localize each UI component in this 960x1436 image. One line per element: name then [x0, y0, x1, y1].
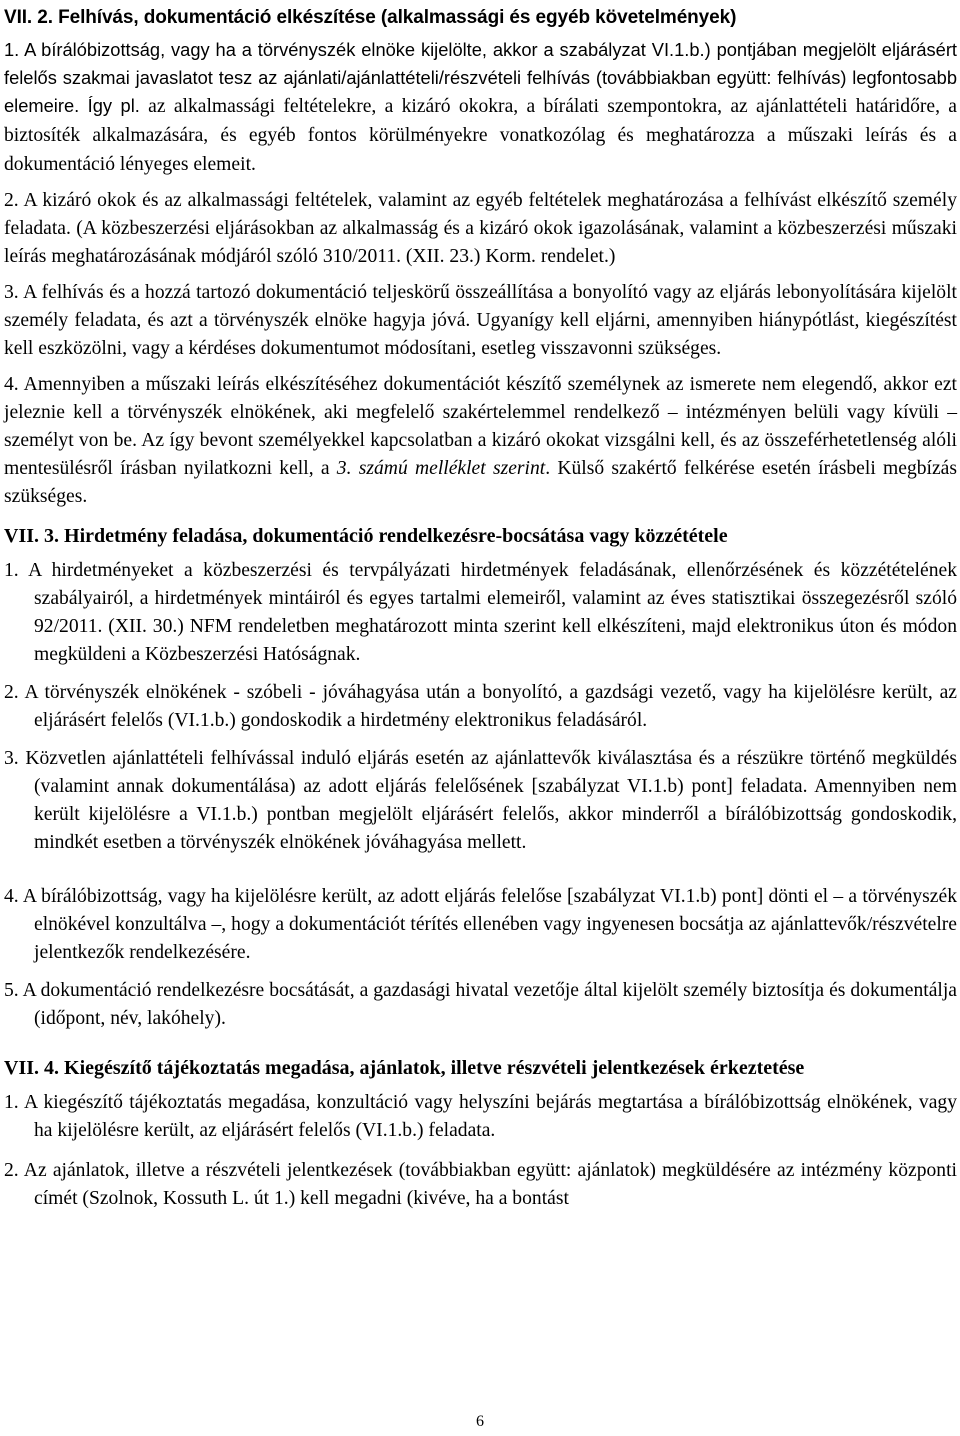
paragraph-vii-2-3: 3. A felhívás és a hozzá tartozó dokumentáció teljeskörű összeállítása a bonyolító vagy az eljárás lebonyolítására kijelölt személy feladata, és azt a törvényszék elnöke hagyja jóvá. Ugyanígy kell eljárni, amennyiben hiánypótlást, kiegészítést kell eszközölni, vagy a kérdéses dokumentumot módosítani, esetleg visszavonni szükséges. — [4, 282, 957, 359]
section-heading-vii-3: VII. 3. Hirdetmény feladása, dokumentáció rendelkezésre-bocsátása vagy közzététele — [4, 525, 728, 547]
list-item-vii-3-5: 5. A dokumentáció rendelkezésre bocsátását, a gazdasági hivatal vezetője által kijelölt személy biztosítja és dokumentálja (időpont, név, lakóhely). — [4, 980, 957, 1029]
paragraph-vii-2-4 — [4, 371, 957, 511]
list-item-vii-3-2: 2. A törvényszék elnökének - szóbeli - jóváhagyása után a bonyolító, a gazdsági vezető, vagy ha kijelölésre került, az eljárásért felelős (VI.1.b.) gondoskodik a hirdetmény elektronikus feladásáról. — [4, 682, 957, 731]
paragraph-text: 1. A bírálóbizottság, vagy ha a törvényszék elnöke kijelölte, akkor a szabályzat VI.1.b.) pontjában megjelölt eljárásért felelős szakmai javaslatot tesz az ajánlati/ajánlattételi/részvételi felhívás (továbbiakban együtt: felhívás) legfontosabb elemeire. Így pl. — [4, 39, 957, 116]
list-item-vii-4-2: 2. Az ajánlatok, illetve a részvételi jelentkezések (továbbiakban együtt: ajánlatok) megküldésére az intézmény központi címét (Szolnok, Kossuth L. út 1.) kell megadni (kivéve, ha a bontást — [4, 1160, 957, 1209]
paragraph-text: . Külső szakértő felkérése esetén írásbeli megbízás szükséges. — [4, 458, 958, 507]
paragraph-text: 2. A kizáró okok és az alkalmassági feltételek, valamint az egyéb feltételek meghatározása a felhívást elkészítő személy feladata. — [4, 190, 957, 239]
annex-reference: 3. számú melléklet szerint — [336, 458, 546, 479]
paragraph-text: (A közbeszerzési eljárásokban az alkalmasság és a kizáró okok igazolásának, valamint a közbeszerzési műszaki leírás meghatározásának módjáról szóló 310/2011. (XII. 23.) Korm. rendelet.) — [4, 218, 957, 267]
list-item-vii-4-1: 1. A kiegészítő tájékoztatás megadása, konzultáció vagy helyszíni bejárás megtartása a bírálóbizottság elnökének, vagy ha kijelölésre került, az eljárásért felelős (VI.1.b.) feladata. — [4, 1092, 957, 1141]
list-item-vii-3-4: 4. A bírálóbizottság, vagy ha kijelölésre került, az adott eljárás felelőse [szabályzat VI.1.b) pont] dönti el – a törvényszék elnökével konzultálva –, hogy a dokumentációt térítés ellenében vagy ingyenesen bocsátja az ajánlattevők/részvételre jelentkezők rendelkezésére. — [4, 886, 957, 963]
paragraph-text: 4. Amennyiben a műszaki leírás elkészítéséhez dokumentációt készítő személynek az ismerete nem elegendő, akkor ezt jeleznie kell a törvényszék elnökének, aki megfelelő szakértelemmel rendelkező – intézményen belüli vagy kívüli – személyt von be. Az így bevont személyekkel kapcsolatban a kizáró okokat vizsgálni kell, és az összeférhetetlenség alóli mentesülésről írásban nyilatkozni kell, a — [4, 374, 957, 479]
paragraph-text: az alkalmassági feltételekre, a kizáró okokra, a bírálati szempontokra, az ajánlattételi határidőre, a biztosíték alkalmazására, és egyéb fontos körülményekre vonatkozólag és meghatározza a műszaki leírás és a dokumentáció lényeges elemeit. — [4, 96, 958, 175]
section-heading-vii-2: VII. 2. Felhívás, dokumentáció elkészítése (alkalmassági és egyéb követelmények) — [4, 7, 737, 28]
section-heading-vii-4: VII. 4. Kiegészítő tájékoztatás megadása, ajánlatok, illetve részvételi jelentkezések érkeztetése — [4, 1057, 805, 1079]
list-item-vii-3-1: 1. A hirdetményeket a közbeszerzési és tervpályázati hirdetmények feladásának, ellenőrzésének és közzétételének szabályairól, a hirdetmények mintáiról és egyes tartalmi elemeiről, valamint az éves statisztikai összegezésről szóló 92/2011. (XII. 30.) NFM rendeletben meghatározott minta szerint kell elkészíteni, majd elektronikus úton és módon megküldeni a Közbeszerzési Hatóságnak. — [4, 560, 957, 665]
page-number: 6 — [476, 1413, 484, 1430]
list-item-vii-3-3: 3. Közvetlen ajánlattételi felhívással induló eljárás esetén az ajánlattevők kiválasztása és a részükre történő megküldés (valamint annak dokumentálása) az adott eljárás felelősének [szabályzat VI.1.b) pont] feladata. Amennyiben nem került kijelölésre a VI.1.b.) pontban megjelölt eljárásért felelős, akkor minderről a bírálóbizottság gondoskodik, mindkét esetben a törvényszék elnökének jóváhagyása mellett. — [4, 748, 957, 853]
paragraph-vii-2-2 — [4, 187, 957, 271]
paragraph-vii-2-1 — [4, 36, 957, 179]
